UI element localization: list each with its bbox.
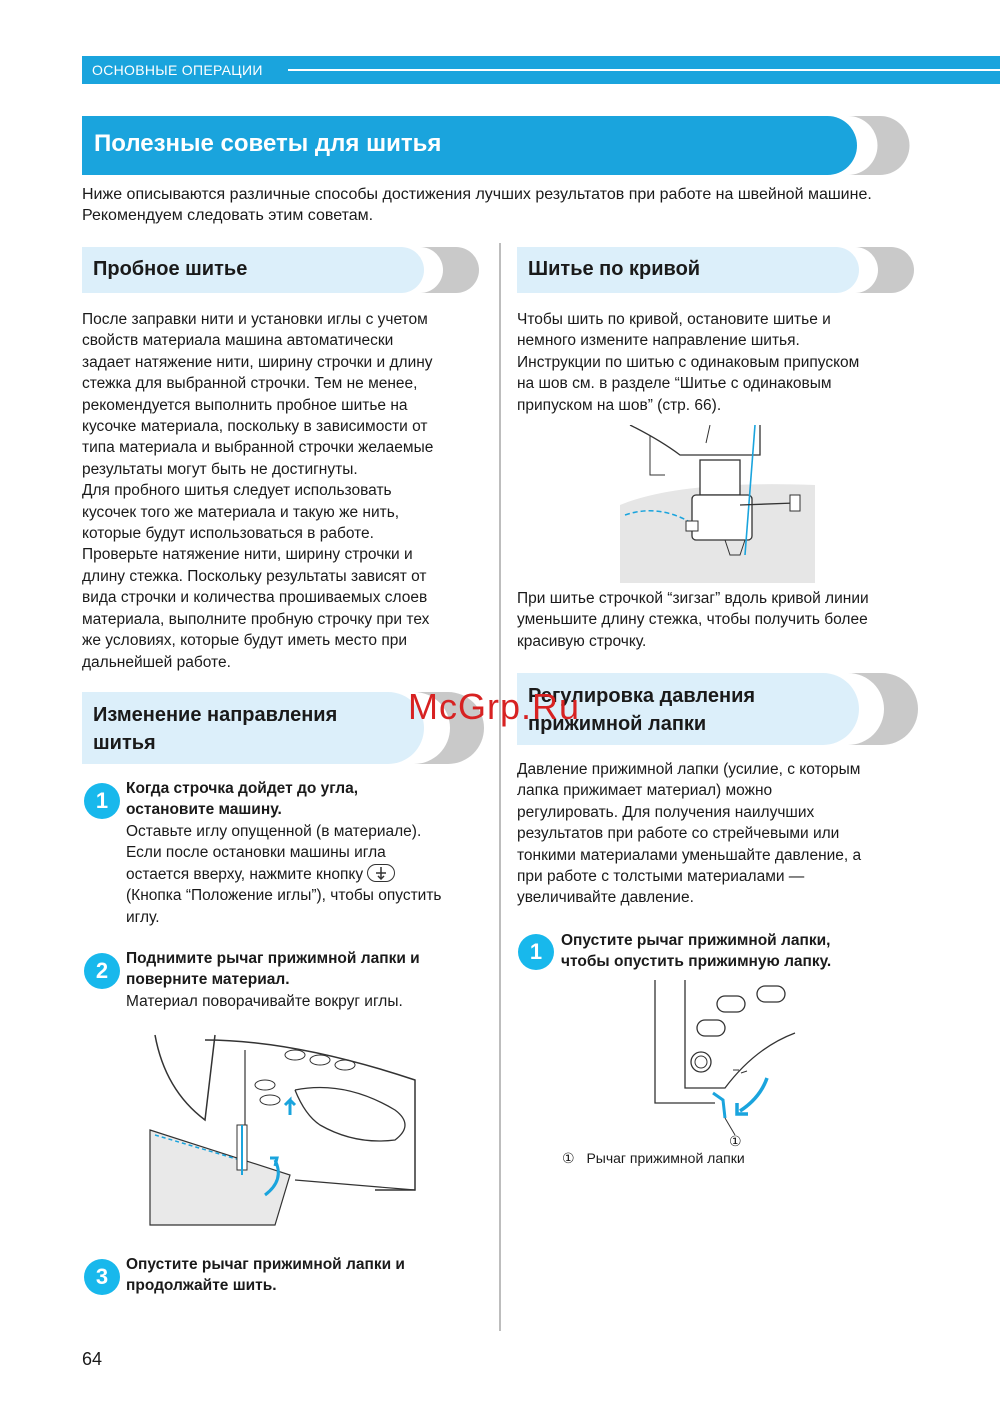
step-heading bbox=[561, 930, 941, 973]
intro-text: Ниже описываются различные способы достижения лучших результатов при работе на швейной машине. Рекомендуем следовать этим советам. bbox=[82, 186, 872, 224]
section-header-curve bbox=[517, 247, 859, 293]
text-line: Если после остановки машины игла bbox=[126, 844, 386, 862]
text-line: Поднимите рычаг прижимной лапки и bbox=[126, 950, 420, 967]
text-line: остановите машину. bbox=[126, 801, 282, 819]
turning-material-illustration bbox=[145, 1030, 425, 1230]
text-line: чтобы опустить прижимную лапку. bbox=[561, 953, 832, 971]
presser-foot-lever-illustration bbox=[645, 978, 805, 1150]
text-line: результатов при работе со стрейчевыми или bbox=[517, 825, 840, 843]
step-body bbox=[126, 821, 491, 928]
text-line: Чтобы шить по кривой, остановите шитье и bbox=[517, 311, 831, 328]
text-line: увеличивайте давление. bbox=[517, 889, 694, 907]
text-line: кусочке материала, поскольку в зависимости от bbox=[82, 418, 428, 436]
text-line: Инструкции по шитью с одинаковым припуском bbox=[517, 353, 860, 371]
heading-line: шитья bbox=[93, 732, 156, 754]
text-line: Давление прижимной лапки (усилие, с которым bbox=[517, 761, 861, 778]
text-line: вида строчки и количества прошиваемых слоев bbox=[82, 589, 428, 607]
watermark-text: McGrp.Ru bbox=[408, 686, 581, 727]
section-chevron-decoration bbox=[838, 673, 918, 745]
page-title: Полезные советы для шитья bbox=[94, 130, 442, 157]
text-line: красивую строчку. bbox=[517, 632, 647, 650]
text-line: тонкими материалами уменьшайте давление, а bbox=[517, 846, 862, 864]
page-title-banner bbox=[82, 116, 857, 175]
text-line: типа материала и выбранной строчки желаемые bbox=[82, 439, 434, 457]
heading-line: Регулировка давления bbox=[528, 685, 756, 707]
header-band bbox=[82, 56, 1000, 84]
step-number-badge: 2 bbox=[84, 953, 120, 989]
text-line: припуском на шов” (стр. 66). bbox=[517, 396, 722, 414]
caption-number: ① bbox=[562, 1150, 575, 1166]
section-heading bbox=[93, 701, 337, 757]
text-line: же условиях, которые будут иметь место при bbox=[82, 632, 408, 650]
curve-sewing-illustration bbox=[620, 425, 815, 583]
section-chevron-decoration bbox=[410, 247, 480, 293]
text-fragment: остается вверху, нажмите кнопку bbox=[126, 865, 364, 883]
caption-text: Рычаг прижимной лапки bbox=[586, 1150, 745, 1166]
text-line: кусочек того же материала и такую же нить, bbox=[82, 503, 400, 521]
text-line: рекомендуется выполнить пробное шитье на bbox=[82, 396, 408, 414]
curve-paragraph bbox=[517, 309, 927, 416]
title-chevron-decoration bbox=[840, 116, 912, 175]
heading-line: прижимной лапки bbox=[528, 713, 707, 735]
text-line: длину стежка. Поскольку результаты зависят от bbox=[82, 567, 427, 585]
text-line: дальнейшей работе. bbox=[82, 653, 231, 671]
section-header-direction bbox=[82, 692, 424, 764]
text-line: Опустите рычаг прижимной лапки, bbox=[561, 932, 831, 949]
text-line: уменьшите длину стежка, чтобы получить более bbox=[517, 611, 868, 629]
heading-line: Изменение направления bbox=[93, 704, 338, 726]
text-line: Проверьте натяжение нити, ширину строчки и bbox=[82, 546, 413, 564]
text-line: стежка для выбранной строчки. Тем не менее, bbox=[82, 375, 418, 393]
trial-paragraph bbox=[82, 309, 492, 673]
text-line: регулировать. Для получения наилучших bbox=[517, 803, 815, 821]
text-line: поверните материал. bbox=[126, 971, 290, 989]
column-divider bbox=[499, 243, 501, 1331]
text-line: Когда строчка дойдет до угла, bbox=[126, 780, 359, 797]
callout-number: ① bbox=[729, 1133, 742, 1149]
step-heading bbox=[126, 778, 486, 821]
text-line: которые будут использоваться в работе. bbox=[82, 525, 374, 543]
text-line: Опустите рычаг прижимной лапки и bbox=[126, 1256, 405, 1273]
pressure-paragraph bbox=[517, 759, 927, 909]
text-line: продолжайте шить. bbox=[126, 1277, 277, 1295]
step-body: Материал поворачивайте вокруг иглы. bbox=[126, 993, 403, 1010]
section-label: ОСНОВНЫЕ ОПЕРАЦИИ bbox=[92, 62, 263, 78]
text-line: при работе с толстыми материалами — bbox=[517, 868, 805, 886]
header-rule bbox=[288, 69, 1000, 71]
section-heading: Шитье по кривой bbox=[528, 258, 701, 280]
text-line: немного измените направление шитья. bbox=[517, 332, 800, 350]
step-number-badge: 1 bbox=[84, 783, 120, 819]
text-line: После заправки нити и установки иглы с учетом bbox=[82, 311, 428, 328]
text-line: (Кнопка “Положение иглы”), чтобы опустить bbox=[126, 887, 442, 905]
figure-caption bbox=[562, 1150, 862, 1167]
curve-after-paragraph bbox=[517, 588, 927, 652]
section-chevron-decoration bbox=[845, 247, 915, 293]
text-line: материала, выполните пробную строчку при тех bbox=[82, 610, 430, 628]
text-line: иглу. bbox=[126, 908, 160, 926]
page-number: 64 bbox=[82, 1349, 103, 1369]
text-line: При шитье строчкой “зигзаг” вдоль кривой линии bbox=[517, 590, 869, 607]
text-line: свойств материала машина автоматически bbox=[82, 332, 394, 350]
needle-position-button-icon bbox=[367, 864, 395, 882]
text-line: Для пробного шитья следует использовать bbox=[82, 482, 392, 500]
text-line: задает натяжение нити, ширину строчки и длину bbox=[82, 353, 433, 371]
section-header-trial bbox=[82, 247, 424, 293]
text-line: Оставьте иглу опущенной (в материале). bbox=[126, 823, 422, 840]
step-heading bbox=[126, 948, 486, 991]
step-heading bbox=[126, 1254, 486, 1297]
section-heading: Пробное шитье bbox=[93, 258, 248, 280]
step-number-badge: 3 bbox=[84, 1259, 120, 1295]
text-line: лапка прижимает материал) можно bbox=[517, 782, 773, 800]
step-number-badge: 1 bbox=[518, 934, 554, 970]
text-line: на шов см. в разделе “Шитье с одинаковым bbox=[517, 375, 832, 393]
text-line: результаты могут быть не достигнуты. bbox=[82, 460, 358, 478]
text-line bbox=[126, 864, 491, 885]
